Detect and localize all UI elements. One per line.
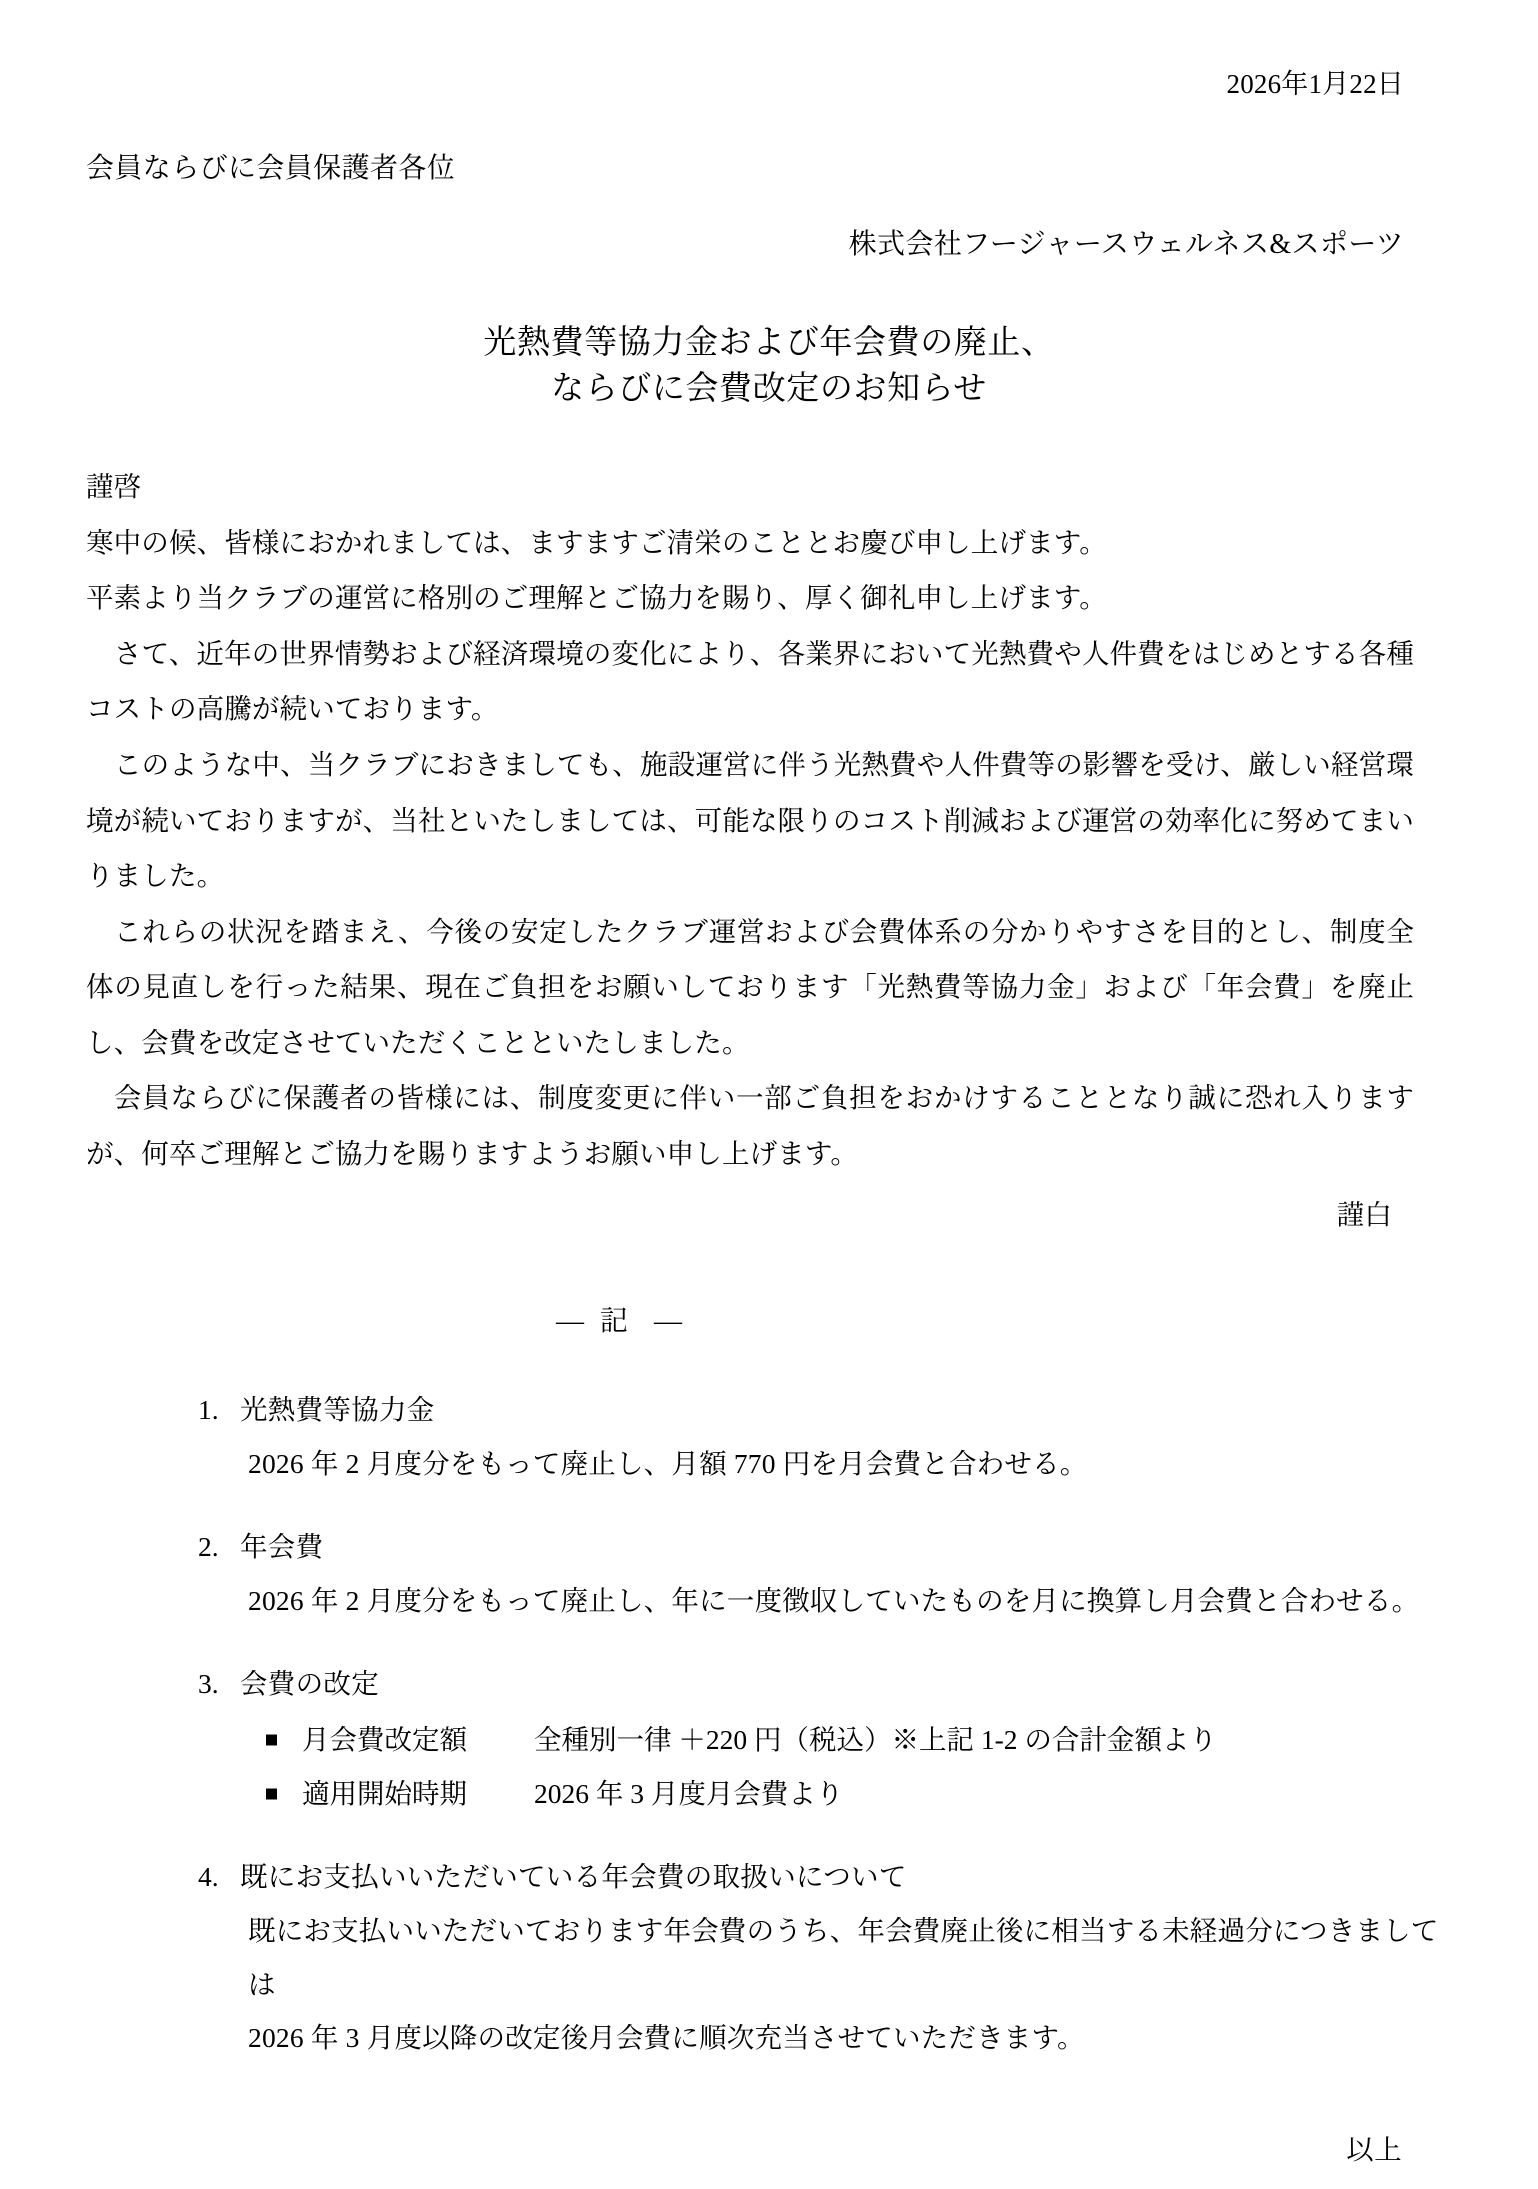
item-heading-4: 既にお支払いいただいている年会費の取扱いについて xyxy=(240,1861,907,1893)
list-item xyxy=(78,1850,1460,2065)
body-paragraph-2: 平素より当クラブの運営に格別のご理解とご協力を賜り、厚く御礼申し上げます。 xyxy=(86,582,1107,614)
bullet-label-1: 月会費改定額 xyxy=(302,1724,467,1756)
sub-list-item xyxy=(240,1767,1460,1821)
body-paragraph-1: 寒中の候、皆様におかれましては、ますますご清栄のこととお慶び申し上げます。 xyxy=(86,526,1107,558)
item-detail-1: 2026 年 2 月度分をもって廃止し、月額 770 円を月会費と合わせる。 xyxy=(248,1447,1088,1479)
document-date: 2026年1月22日 xyxy=(1226,69,1404,99)
bullet-label-2: 適用開始時期 xyxy=(302,1777,467,1809)
letter-body xyxy=(78,459,1460,1243)
item-number-1: 1. xyxy=(198,1393,219,1425)
item-heading-3: 会費の改定 xyxy=(240,1668,379,1700)
list-item xyxy=(78,1657,1460,1820)
issuing-company: 株式会社フージャースウェルネス&スポーツ xyxy=(848,228,1404,260)
body-paragraph-3: さて、近年の世界情勢および経済環境の変化により、各業界において光熱費や人件費をはじめとする各種コストの高騰が続いております。 xyxy=(86,637,1414,725)
addressee-line: 会員ならびに会員保護者各位 xyxy=(86,153,456,185)
bullet-value-2: 2026 年 3 月度月会費より xyxy=(534,1777,844,1809)
page-title xyxy=(78,320,1460,414)
ki-label: 記 xyxy=(599,1305,638,1337)
end-mark: 以上 xyxy=(1346,2133,1402,2165)
title-line-2: ならびに会費改定のお知らせ xyxy=(551,371,987,408)
ki-right-dash: — xyxy=(654,1305,682,1337)
item-3-bullets xyxy=(240,1713,1460,1820)
items-list xyxy=(78,1383,1460,2065)
bullet-value-1: 全種別一律 ＋220 円（税込）※上記 1-2 の合計金額より xyxy=(534,1724,1217,1756)
sub-list-item xyxy=(240,1713,1460,1767)
salutation: 謹啓 xyxy=(86,471,142,503)
item-number-3: 3. xyxy=(198,1668,219,1700)
item-heading-2: 年会費 xyxy=(240,1531,324,1563)
title-line-1: 光熱費等協力金および年会費の廃止、 xyxy=(483,324,1055,361)
ki-marker xyxy=(78,1299,1460,1339)
body-paragraph-5: これらの状況を踏まえ、今後の安定したクラブ運営および会費体系の分かりやすさを目的とし、制度全体の見直しを行った結果、現在ご負担をお願いしております「光熱費等協力金」および「年会費」を廃止し、会費を改定させていただくことといたしました。 xyxy=(86,915,1414,1058)
body-paragraph-6: 会員ならびに保護者の皆様には、制度変更に伴い一部ご負担をおかけすることとなり誠に恐れ入りますが、何卒ご理解とご協力を賜りますようお願い申し上げます。 xyxy=(86,1082,1414,1169)
item-heading-1: 光熱費等協力金 xyxy=(240,1393,435,1425)
closing-word: 謹白 xyxy=(1336,1199,1392,1231)
body-paragraph-4: このような中、当クラブにおきましても、施設運営に伴う光熱費や人件費等の影響を受け、厳しい経営環境が続いておりますが、当社といたしましては、可能な限りのコスト削減および運営の効率化に努めてまいりました。 xyxy=(86,749,1414,892)
item-detail-4-line-1: 既にお支払いいただいております年会費のうち、年会費廃止後に相当する未経過分につきましては xyxy=(248,1914,1439,2000)
list-item xyxy=(78,1520,1460,1627)
item-detail-2: 2026 年 2 月度分をもって廃止し、年に一度徴収していたものを月に換算し月会費と合わせる。 xyxy=(248,1584,1420,1616)
list-item xyxy=(78,1383,1460,1490)
ki-left-dash: — xyxy=(555,1305,584,1337)
item-number-2: 2. xyxy=(198,1531,219,1563)
item-detail-4-line-2: 2026 年 3 月度以降の改定後月会費に順次充当させていただきます。 xyxy=(248,2022,1085,2054)
square-bullet-icon xyxy=(266,1734,277,1745)
square-bullet-icon xyxy=(266,1788,277,1799)
item-number-4: 4. xyxy=(198,1861,219,1893)
